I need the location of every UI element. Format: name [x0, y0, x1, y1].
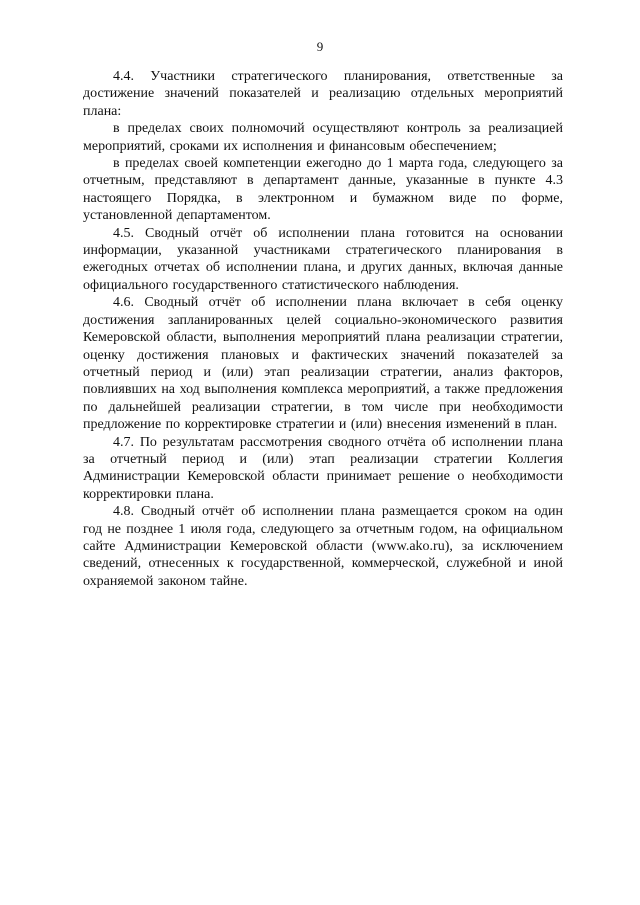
paragraph-4-4-reporting: в пределах своей компетенции ежегодно до 1 марта года, следующего за отчетным, представляют в департамент данные, указанные в пункте 4.3 настоящего Порядка, в электронном и бумажном виде по форме, установленной департаментом.: [83, 156, 563, 224]
paragraph-4-8: 4.8. Сводный отчёт об исполнении плана размещается сроком на один год не позднее 1 июля года, следующего за отчетным годом, на официальном сайте Администрации Кемеровской области (www.ako.ru), за исключением сведений, отнесенных к государственной, коммерческой, служебной и иной охраняемой законом тайне.: [83, 504, 563, 589]
paragraph-4-4-control: в пределах своих полномочий осуществляют контроль за реализацией мероприятий, сроками их исполнения и финансовым обеспечением;: [83, 121, 563, 154]
paragraph-4-5: 4.5. Сводный отчёт об исполнении плана готовится на основании информации, указанной участниками стратегического планирования в ежегодных отчетах об исполнении плана, и других данных, включая данные официального государственного статистического наблюдения.: [83, 225, 563, 293]
document-body: [83, 68, 563, 590]
paragraph-4-6: 4.6. Сводный отчёт об исполнении плана включает в себя оценку достижения запланированных целей социально-экономического развития Кемеровской области, выполнения мероприятий плана реализации стратегии, оценку достижения плановых и фактических значений показателей за отчетный период и (или) этап реализации стратегии, анализ факторов, повлиявших на ход выполнения комплекса мероприятий, а также предложения по дальнейшей реализации стратегии, в том числе при необходимости предложение по корректировке стратегии и (или) внесения изменений в план.: [83, 295, 563, 433]
paragraph-4-4: 4.4. Участники стратегического планирования, ответственные за достижение значений показателей и реализацию отдельных мероприятий плана:: [83, 69, 563, 119]
paragraph-4-7: 4.7. По результатам рассмотрения сводного отчёта об исполнении плана за отчетный период и (или) этап реализации стратегии Коллегия Администрации Кемеровской области принимает решение о необходимости корректировки плана.: [83, 434, 563, 502]
page-number: 9: [316, 39, 324, 54]
